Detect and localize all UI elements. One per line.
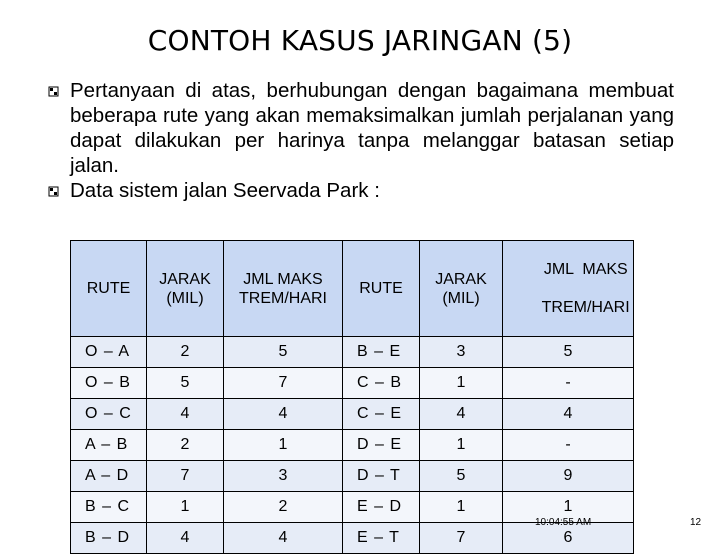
- table-row: [71, 368, 634, 399]
- distance-cell: 5: [147, 368, 224, 399]
- square-bullet-icon: [48, 186, 60, 198]
- route-cell: C – B: [343, 368, 420, 399]
- header-distance-b: [420, 241, 503, 337]
- header-max-trips-line1: JML MAKS: [243, 270, 323, 288]
- table-header-row: [71, 241, 634, 337]
- route-cell: O – B: [71, 368, 147, 399]
- distance-cell: 2: [147, 430, 224, 461]
- table-row: [71, 399, 634, 430]
- route-cell: B – C: [71, 492, 147, 523]
- distance-cell: 3: [420, 337, 503, 368]
- max-trips-cell: 3: [224, 461, 343, 492]
- route-cell: B – E: [343, 337, 420, 368]
- route-cell: E – D: [343, 492, 420, 523]
- max-trips-cell: 9: [503, 461, 634, 492]
- table-row: [71, 337, 634, 368]
- distance-cell: 1: [420, 492, 503, 523]
- distance-cell: 4: [420, 399, 503, 430]
- route-cell: E – T: [343, 523, 420, 554]
- max-trips-cell: 5: [224, 337, 343, 368]
- page-number: 12: [690, 517, 702, 528]
- route-cell: O – C: [71, 399, 147, 430]
- bullet-list: [48, 78, 674, 203]
- distance-cell: 1: [420, 368, 503, 399]
- road-data-table: [70, 240, 634, 554]
- max-trips-cell: 7: [224, 368, 343, 399]
- header-max-trips-b: [503, 241, 634, 337]
- header-route-b: RUTE: [343, 241, 420, 337]
- max-trips-cell: -: [503, 430, 634, 461]
- max-trips-cell: -: [503, 368, 634, 399]
- distance-cell: 7: [420, 523, 503, 554]
- distance-cell: 1: [420, 430, 503, 461]
- header-max-trips: [224, 241, 343, 337]
- route-cell: A – D: [71, 461, 147, 492]
- table-row: [71, 461, 634, 492]
- distance-cell: 7: [147, 461, 224, 492]
- distance-cell: 5: [420, 461, 503, 492]
- header-distance: [147, 241, 224, 337]
- header-max-trips-line2: TREM/HARI: [239, 289, 327, 307]
- route-cell: C – E: [343, 399, 420, 430]
- max-trips-cell: 2: [224, 492, 343, 523]
- route-cell: O – A: [71, 337, 147, 368]
- bullet-text: Data sistem jalan Seervada Park :: [70, 179, 380, 202]
- route-cell: D – T: [343, 461, 420, 492]
- distance-cell: 2: [147, 337, 224, 368]
- route-cell: B – D: [71, 523, 147, 554]
- header-route: RUTE: [71, 241, 147, 337]
- table-row: [71, 430, 634, 461]
- slide-title: CONTOH KASUS JARINGAN (5): [147, 24, 573, 57]
- header-distance-b-line2: (MIL): [442, 289, 480, 307]
- header-distance-line2: (MIL): [166, 289, 204, 307]
- square-bullet-icon: [48, 86, 60, 98]
- bullet-item: [48, 78, 674, 178]
- header-max-trips-b-line2: TREM/HARI: [541, 299, 630, 316]
- footer-time: 10:04:55 AM: [535, 517, 592, 528]
- max-trips-cell: 6: [503, 523, 634, 554]
- distance-cell: 4: [147, 523, 224, 554]
- max-trips-cell: 4: [224, 399, 343, 430]
- bullet-item: [48, 178, 674, 203]
- header-distance-b-line1: JARAK: [435, 270, 487, 288]
- header-max-trips-b-line1: JML MAKS: [543, 261, 628, 278]
- header-distance-line1: JARAK: [159, 270, 211, 288]
- distance-cell: 1: [147, 492, 224, 523]
- max-trips-cell: 1: [224, 430, 343, 461]
- bullet-text: Pertanyaan di atas, berhubungan dengan bagaimana membuat beberapa rute yang akan memaksimalkan jumlah perjalanan yang dapat dilakukan per harinya tanpa melanggar batasan setiap jalan.: [70, 79, 674, 177]
- max-trips-cell: 4: [503, 399, 634, 430]
- max-trips-cell: 5: [503, 337, 634, 368]
- route-cell: A – B: [71, 430, 147, 461]
- max-trips-cell: 1: [503, 492, 634, 523]
- max-trips-cell: 4: [224, 523, 343, 554]
- route-cell: D – E: [343, 430, 420, 461]
- distance-cell: 4: [147, 399, 224, 430]
